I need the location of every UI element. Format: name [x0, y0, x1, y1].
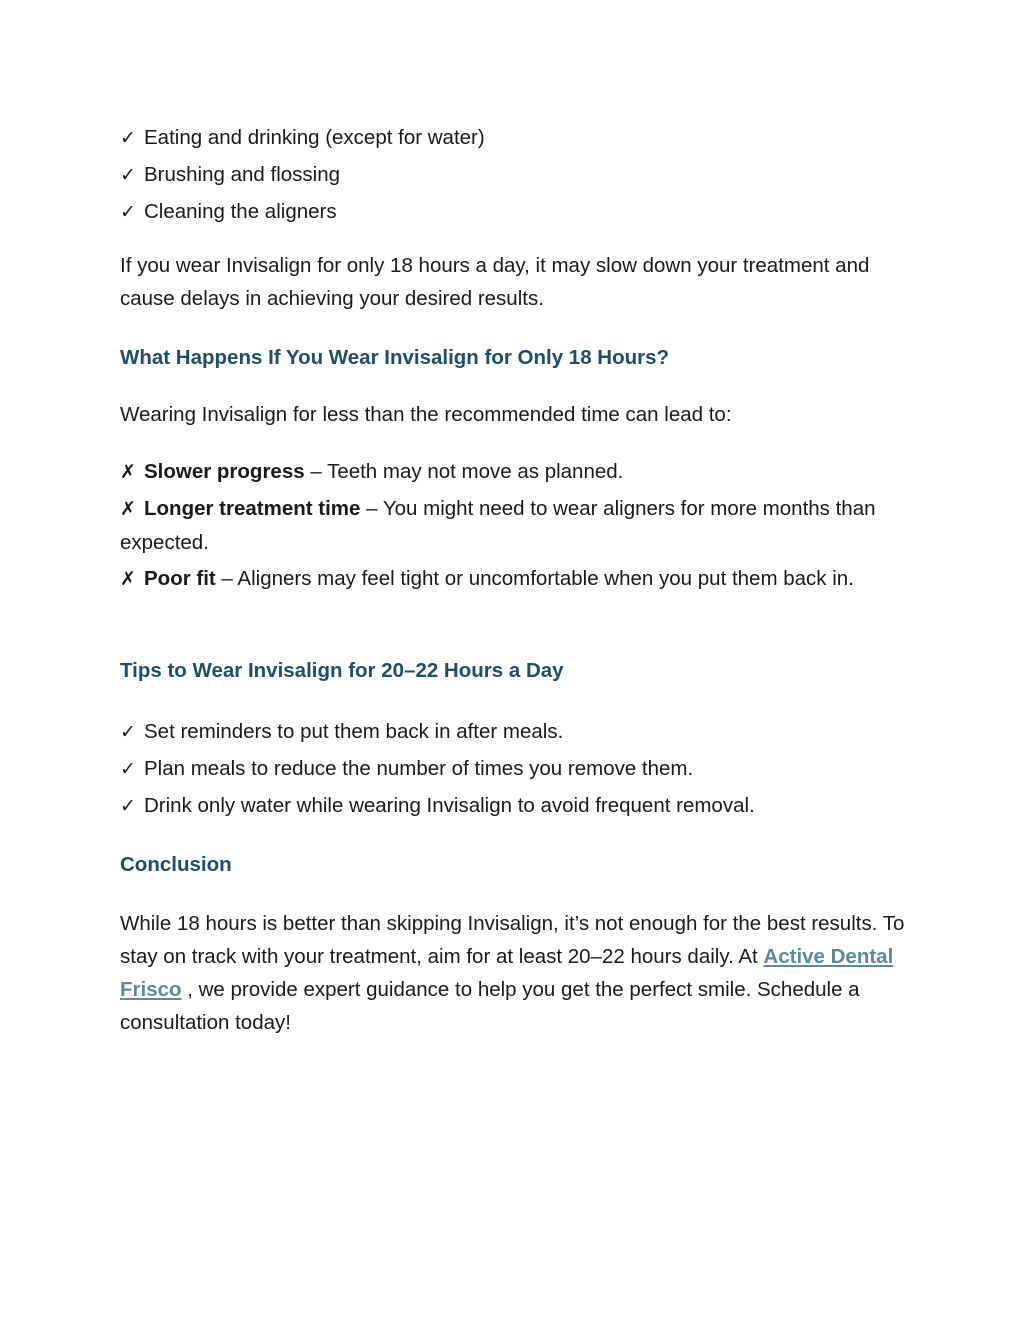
- check-icon: ✓: [120, 721, 136, 743]
- conclusion-paragraph: While 18 hours is better than skipping Invisalign, it’s not enough for the best results. To stay on track with your treatment, aim for at least 20–22 hours daily. At Active Dental Frisco , we provide expert guidance to help you get the perfect smile. Schedule a consultation today!: [120, 912, 905, 1034]
- check-icon: ✓: [120, 201, 136, 223]
- cross-icon: ✗: [120, 461, 136, 483]
- section-heading: What Happens If You Wear Invisalign for Only 18 Hours?: [120, 346, 670, 369]
- check-icon: ✓: [120, 795, 136, 817]
- check-icon: ✓: [120, 164, 136, 186]
- cross-icon: ✗: [120, 498, 136, 520]
- section-heading: Tips to Wear Invisalign for 20–22 Hours a Day: [120, 659, 564, 682]
- check-item: ✓ Brushing and flossing: [120, 158, 340, 192]
- check-icon: ✓: [120, 127, 136, 149]
- check-item: ✓ Set reminders to put them back in after meals.: [120, 715, 563, 749]
- cross-item: ✗ Slower progress – Teeth may not move as planned.: [120, 455, 910, 489]
- cross-item: ✗ Longer treatment time – You might need to wear aligners for more months than expected.: [120, 492, 910, 559]
- section-lead: Wearing Invisalign for less than the recommended time can lead to:: [120, 403, 732, 426]
- active-dental-frisco-link[interactable]: Active Dental Frisco: [120, 945, 894, 1001]
- cross-item: ✗ Poor fit – Aligners may feel tight or uncomfortable when you put them back in.: [120, 562, 910, 596]
- check-item: ✓ Cleaning the aligners: [120, 195, 337, 229]
- section-heading: Conclusion: [120, 853, 232, 876]
- check-icon: ✓: [120, 758, 136, 780]
- check-item: ✓ Drink only water while wearing Invisalign to avoid frequent removal.: [120, 789, 755, 823]
- intro-paragraph: If you wear Invisalign for only 18 hours a day, it may slow down your treatment and cause delays in achieving your desired results.: [120, 254, 870, 310]
- cross-icon: ✗: [120, 568, 136, 590]
- check-item: ✓ Plan meals to reduce the number of times you remove them.: [120, 752, 693, 786]
- check-item: ✓ Eating and drinking (except for water): [120, 121, 485, 155]
